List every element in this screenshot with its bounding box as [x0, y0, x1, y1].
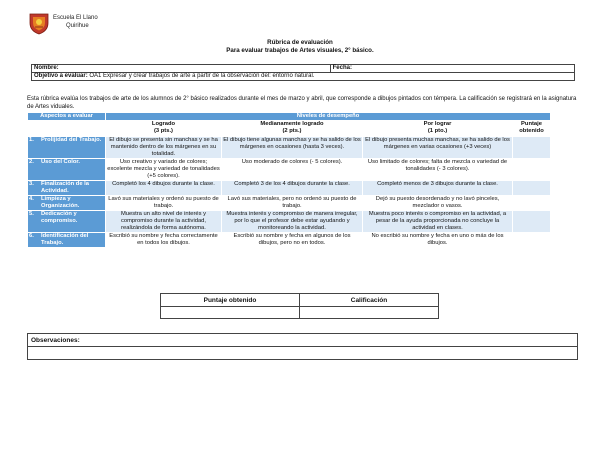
objetivo-label: Objetivo a evaluar: — [34, 73, 88, 79]
aspect-name: Finalización de la Actividad. — [41, 181, 89, 194]
nombre-label: Nombre: — [34, 65, 59, 71]
score-summary-table — [160, 293, 439, 319]
criteria-logrado: El dibujo se presenta sin manchas y se ha mantenido dentro de los márgenes en su totalidad. — [106, 137, 222, 159]
school-name: Escuela El Llano — [53, 15, 98, 21]
table-row — [28, 137, 551, 159]
criteria-por-lograr: Uso limitado de colores; falta de mezcla o variedad de tonalidades (- 3 colores). — [363, 159, 513, 181]
school-logo — [27, 11, 51, 35]
school-city: Quirihue — [66, 23, 89, 29]
fecha-cell[interactable] — [330, 65, 574, 73]
criteria-medio: Muestra interés y compromiso de manera irregular, por lo que el profesor debe estar ayudando y monitoreando la actividad. — [222, 211, 363, 233]
aspect-name: Identificación del Trabajo. — [41, 233, 89, 246]
table-row — [28, 211, 551, 233]
aspect-name: Dedicación y compromiso. — [41, 211, 78, 224]
observations-label: Observaciones: — [28, 334, 578, 347]
criteria-por-lograr: No escribió su nombre y fecha en uno o más de los dibujos. — [363, 233, 513, 248]
score-cell[interactable] — [513, 211, 551, 233]
criteria-medio: El dibujo tiene algunas manchas y se ha salido de los márgenes en ocasiones (hasta 3 veces). — [222, 137, 363, 159]
criteria-medio: Lavó sus materiales, pero no ordenó su puesto de trabajo. — [222, 196, 363, 211]
criteria-por-lograr: Dejó su puesto desordenado y no lavó pinceles, mezclador o vasos. — [363, 196, 513, 211]
aspect-cell — [28, 233, 106, 248]
student-info-table — [31, 64, 575, 81]
level-medio-header — [222, 121, 363, 137]
aspect-number: 3. — [29, 181, 34, 187]
aspect-number: 1. — [29, 137, 34, 143]
aspect-name: Uso del Color. — [41, 159, 80, 165]
objetivo-text: OA1 Expresar y crear trabajos de arte a partir de la observación del: entorno natural. — [87, 73, 315, 79]
page-title: Rúbrica de evaluación — [267, 39, 333, 46]
criteria-logrado: Lavó sus materiales y ordenó su puesto de trabajo. — [106, 196, 222, 211]
aspect-number: 4. — [29, 196, 34, 202]
level-logrado-header — [106, 121, 222, 137]
level-points: (2 pts.) — [282, 128, 302, 134]
page-subtitle: Para evaluar trabajos de Artes visuales, 2° básico. — [226, 47, 374, 54]
criteria-medio: Completó 3 de los 4 dibujos durante la clase. — [222, 181, 363, 196]
aspect-cell — [28, 211, 106, 233]
score-cell[interactable] — [513, 137, 551, 159]
observations-table — [27, 333, 578, 360]
score-header: Puntaje obtenido — [513, 121, 551, 137]
intro-paragraph: Esta rúbrica evalúa los trabajos de arte de los alumnos de 2° básico realizados durante el mes de marzo y abril, que corresponde a dibujos pintados con témpera. La calificación se registrará en la asignatura de Artes viduales. — [27, 96, 577, 110]
calificacion-label: Calificación — [300, 294, 439, 307]
observations-field[interactable] — [28, 347, 578, 360]
aspect-cell — [28, 181, 106, 196]
criteria-logrado: Escribió su nombre y fecha correctamente en todos los dibujos. — [106, 233, 222, 248]
aspect-cell — [28, 137, 106, 159]
score-cell[interactable] — [513, 181, 551, 196]
table-row — [28, 196, 551, 211]
aspects-header: Aspectos a evaluar — [28, 113, 106, 121]
level-name: Por lograr — [423, 121, 452, 127]
aspect-number: 6. — [29, 233, 34, 239]
calificacion-value[interactable] — [300, 307, 439, 319]
objetivo-cell — [32, 73, 575, 81]
criteria-logrado: Uso creativo y variado de colores; excelente mezcla y variedad de tonalidades (+5 colores). — [107, 159, 220, 179]
puntaje-label: Puntaje obtenido — [161, 294, 300, 307]
aspect-name: Prolijidad del Trabajo. — [41, 137, 102, 143]
rubric-table — [27, 112, 551, 248]
aspects-header-blank — [28, 121, 106, 137]
school-info — [53, 14, 98, 30]
criteria-medio: Uso moderado de colores (- 5 colores). — [222, 159, 363, 181]
table-row — [28, 181, 551, 196]
score-cell[interactable] — [513, 233, 551, 248]
aspect-name: Limpieza y Organización. — [41, 196, 80, 209]
aspect-number: 2. — [29, 159, 34, 165]
aspect-number: 5. — [29, 211, 34, 217]
score-cell[interactable] — [513, 196, 551, 211]
level-name: Logrado — [151, 121, 176, 127]
criteria-por-lograr: Completó menos de 3 dibujos durante la clase. — [363, 181, 513, 196]
criteria-por-lograr: El dibujo presenta muchas manchas, se ha salido de los márgenes en varias ocasiones (+3 veces) — [363, 137, 513, 159]
aspect-cell — [28, 196, 106, 211]
aspect-cell — [28, 159, 106, 181]
table-row — [28, 159, 551, 181]
table-row — [28, 233, 551, 248]
fecha-label: Fecha: — [332, 65, 352, 71]
criteria-logrado: Muestra un alto nivel de interés y compromiso durante la actividad, realizándola de forma autónoma. — [106, 211, 222, 233]
nombre-cell[interactable] — [32, 65, 331, 73]
criteria-logrado: Completó los 4 dibujos durante la clase. — [106, 181, 222, 196]
criteria-medio: Escribió su nombre y fecha en algunos de los dibujos, pero no en todos. — [222, 233, 363, 248]
score-cell[interactable] — [513, 159, 551, 181]
level-por-lograr-header — [363, 121, 513, 137]
level-points: (1 pto.) — [427, 128, 448, 134]
level-points: (3 pts.) — [153, 128, 173, 134]
puntaje-value[interactable] — [161, 307, 300, 319]
level-name: Medianamente logrado — [260, 121, 324, 127]
criteria-por-lograr: Muestra poco interés o compromiso en la actividad, a pesar de la ayuda proporcionada no concluye la actividad en clases. — [363, 211, 513, 233]
levels-header: Niveles de desempeño — [106, 113, 551, 121]
